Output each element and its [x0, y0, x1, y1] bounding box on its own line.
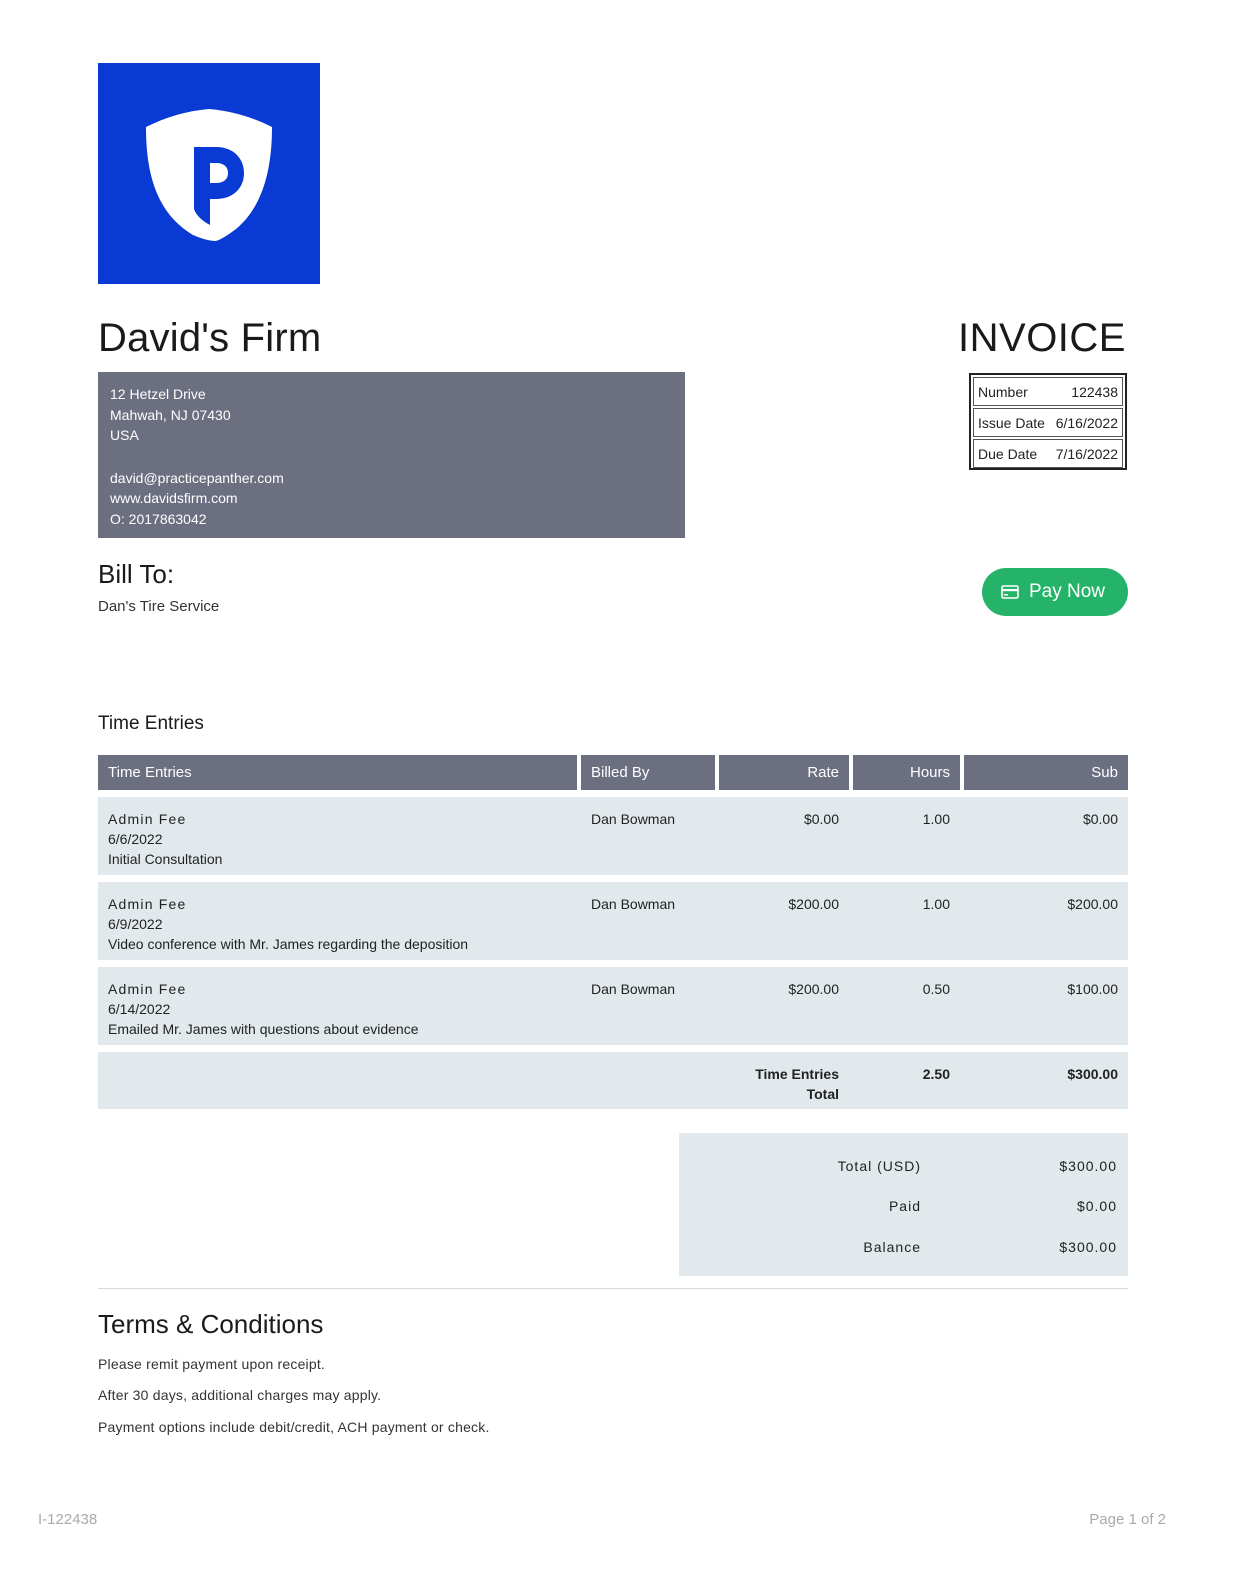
entry-description: Initial Consultation [108, 851, 223, 867]
terms-line: Please remit payment upon receipt. [98, 1356, 326, 1372]
terms-line: Payment options include debit/credit, ACH payment or check. [98, 1419, 490, 1435]
column-header: Sub [964, 755, 1128, 790]
entry-title: Admin Fee [108, 896, 187, 912]
invoice-title: INVOICE [958, 316, 1126, 360]
entry-cell [98, 967, 577, 1045]
credit-card-icon [1001, 585, 1019, 599]
invoice-meta-box [969, 373, 1127, 470]
meta-label: Issue Date [978, 414, 1045, 431]
footer-page-number: Page 1 of 2 [1089, 1511, 1166, 1528]
column-header: Hours [853, 755, 960, 790]
rate-cell: $200.00 [788, 981, 839, 997]
meta-row-number [973, 377, 1123, 406]
terms-title: Terms & Conditions [98, 1309, 324, 1339]
rate-cell: $0.00 [803, 811, 839, 827]
summary-row-total [679, 1158, 1128, 1178]
table-total-row [98, 1052, 1128, 1109]
summary-value: $300.00 [1059, 1158, 1117, 1174]
table-row [98, 882, 1128, 960]
meta-value: 6/16/2022 [1055, 414, 1118, 431]
pay-now-label: Pay Now [1028, 581, 1106, 602]
meta-row-issue-date [973, 408, 1123, 437]
address-line: USA [110, 427, 139, 443]
terms-line: After 30 days, additional charges may apply. [98, 1387, 382, 1403]
meta-value: 122438 [1071, 383, 1118, 400]
footer-invoice-id: I-122438 [38, 1511, 98, 1528]
summary-value: $0.00 [1076, 1198, 1117, 1214]
entry-date: 6/9/2022 [108, 916, 163, 932]
shield-p-logo-icon [98, 63, 320, 284]
time-entries-table [98, 755, 1128, 1109]
total-label-line: Time Entries [755, 1066, 839, 1082]
column-header: Time Entries [98, 755, 577, 790]
sub-cell: $100.00 [1067, 981, 1118, 997]
entry-description: Video conference with Mr. James regarding the deposition [108, 936, 469, 952]
summary-label: Total (USD) [837, 1158, 921, 1174]
hours-cell: 1.00 [922, 811, 950, 827]
summary-row-balance [679, 1239, 1128, 1259]
entry-date: 6/6/2022 [108, 831, 163, 847]
bill-to-name: Dan's Tire Service [98, 598, 220, 615]
summary-row-paid [679, 1198, 1128, 1218]
meta-row-due-date [973, 439, 1123, 468]
entry-title: Admin Fee [108, 981, 187, 997]
summary-label: Balance [863, 1239, 921, 1255]
firm-phone: O: 2017863042 [110, 510, 207, 527]
divider [98, 1288, 1128, 1289]
total-label-cell [719, 1052, 849, 1109]
table-header [98, 755, 1128, 790]
bill-to-label: Bill To: [98, 559, 175, 589]
entry-cell [98, 797, 577, 875]
firm-name: David's Firm [98, 316, 322, 360]
entry-date: 6/14/2022 [108, 1001, 171, 1017]
billed-by-cell: Dan Bowman [591, 981, 676, 997]
summary-box [679, 1133, 1128, 1276]
firm-logo [98, 63, 320, 284]
summary-value: $300.00 [1059, 1239, 1117, 1255]
total-sub-cell: $300.00 [1067, 1066, 1118, 1082]
entry-title: Admin Fee [108, 811, 187, 827]
entry-cell [98, 882, 577, 960]
firm-website: www.davidsfirm.com [110, 490, 238, 506]
hours-cell: 1.00 [922, 896, 950, 912]
sub-cell: $0.00 [1082, 811, 1118, 827]
sub-cell: $200.00 [1067, 896, 1118, 912]
entry-description: Emailed Mr. James with questions about evidence [108, 1021, 419, 1037]
meta-label: Number [978, 383, 1028, 400]
address-line: 12 Hetzel Drive [110, 386, 206, 402]
pay-now-button[interactable] [982, 568, 1128, 616]
meta-label: Due Date [978, 445, 1038, 462]
address-line: Mahwah, NJ 07430 [110, 406, 231, 423]
column-header: Rate [719, 755, 849, 790]
time-entries-section-title: Time Entries [98, 713, 204, 734]
total-hours-cell: 2.50 [922, 1066, 950, 1082]
billed-by-cell: Dan Bowman [591, 811, 676, 827]
total-label-line: Total [806, 1086, 839, 1102]
meta-value: 7/16/2022 [1055, 445, 1118, 462]
firm-address-box [98, 372, 685, 538]
rate-cell: $200.00 [788, 896, 839, 912]
column-header: Billed By [581, 755, 715, 790]
table-row [98, 797, 1128, 875]
billed-by-cell: Dan Bowman [591, 896, 676, 912]
firm-email: david@practicepanther.com [110, 469, 284, 486]
table-row [98, 967, 1128, 1045]
hours-cell: 0.50 [922, 981, 950, 997]
summary-label: Paid [888, 1198, 921, 1214]
